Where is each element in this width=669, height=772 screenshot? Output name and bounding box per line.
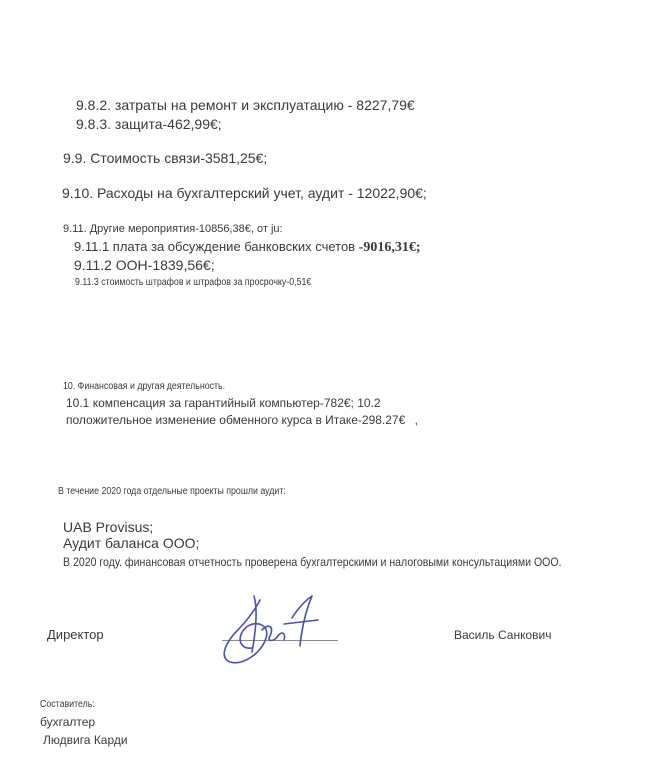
audit-statement: В 2020 году. финансовая отчетность проверена бухгалтерскими и налоговыми консультациями ООО. (63, 555, 562, 569)
audit-intro: В течение 2020 года отдельные проекты прошли аудит: (58, 486, 286, 497)
auditor-company-2: Аудит баланса ООО; (63, 535, 200, 551)
item-9-11-3: 9.11.3 стоимость штрафов и штрафов за просрочку-0,51€ (75, 277, 312, 288)
section-10-line-2-text: положительное изменение обменного курса в Итаке-298.27€ (66, 413, 406, 427)
auditor-company-1: UAB Provisus; (63, 519, 154, 535)
item-9-11-2: 9.11.2 ООН-1839,56€; (74, 257, 215, 273)
item-9-8-2: 9.8.2. затраты на ремонт и эксплуатацию - 8227,79€ (76, 97, 415, 113)
item-9-10: 9.10. Расходы на бухгалтерский учет, аудит - 12022,90€; (62, 185, 427, 201)
director-name: Василь Санкович (454, 628, 552, 642)
section-10-title: 10. Финансовая и другая деятельность. (63, 381, 226, 392)
item-9-11-1-amount: -9016,31€; (358, 240, 421, 255)
compiler-label: Составитель: (40, 699, 95, 710)
section-10-line-2-tail: , (414, 413, 418, 427)
section-10-line-2 (66, 414, 418, 426)
item-9-11: 9.11. Другие мероприятия-10856,38€, от ju: (63, 223, 283, 235)
director-signature (214, 590, 344, 672)
section-10-line-1: 10.1 компенсация за гарантийный компьютер-782€; 10.2 (66, 396, 381, 410)
item-9-11-1 (74, 240, 421, 255)
compiler-name: Людвига Карди (43, 733, 128, 747)
compiler-role: бухгалтер (40, 715, 96, 729)
item-9-11-1-text: 9.11.1 плата за обсуждение банковских счетов (74, 239, 356, 254)
item-9-9: 9.9. Стоимость связи-3581,25€; (63, 150, 268, 166)
director-label: Директор (47, 627, 104, 642)
item-9-8-3: 9.8.3. защита-462,99€; (76, 116, 222, 132)
